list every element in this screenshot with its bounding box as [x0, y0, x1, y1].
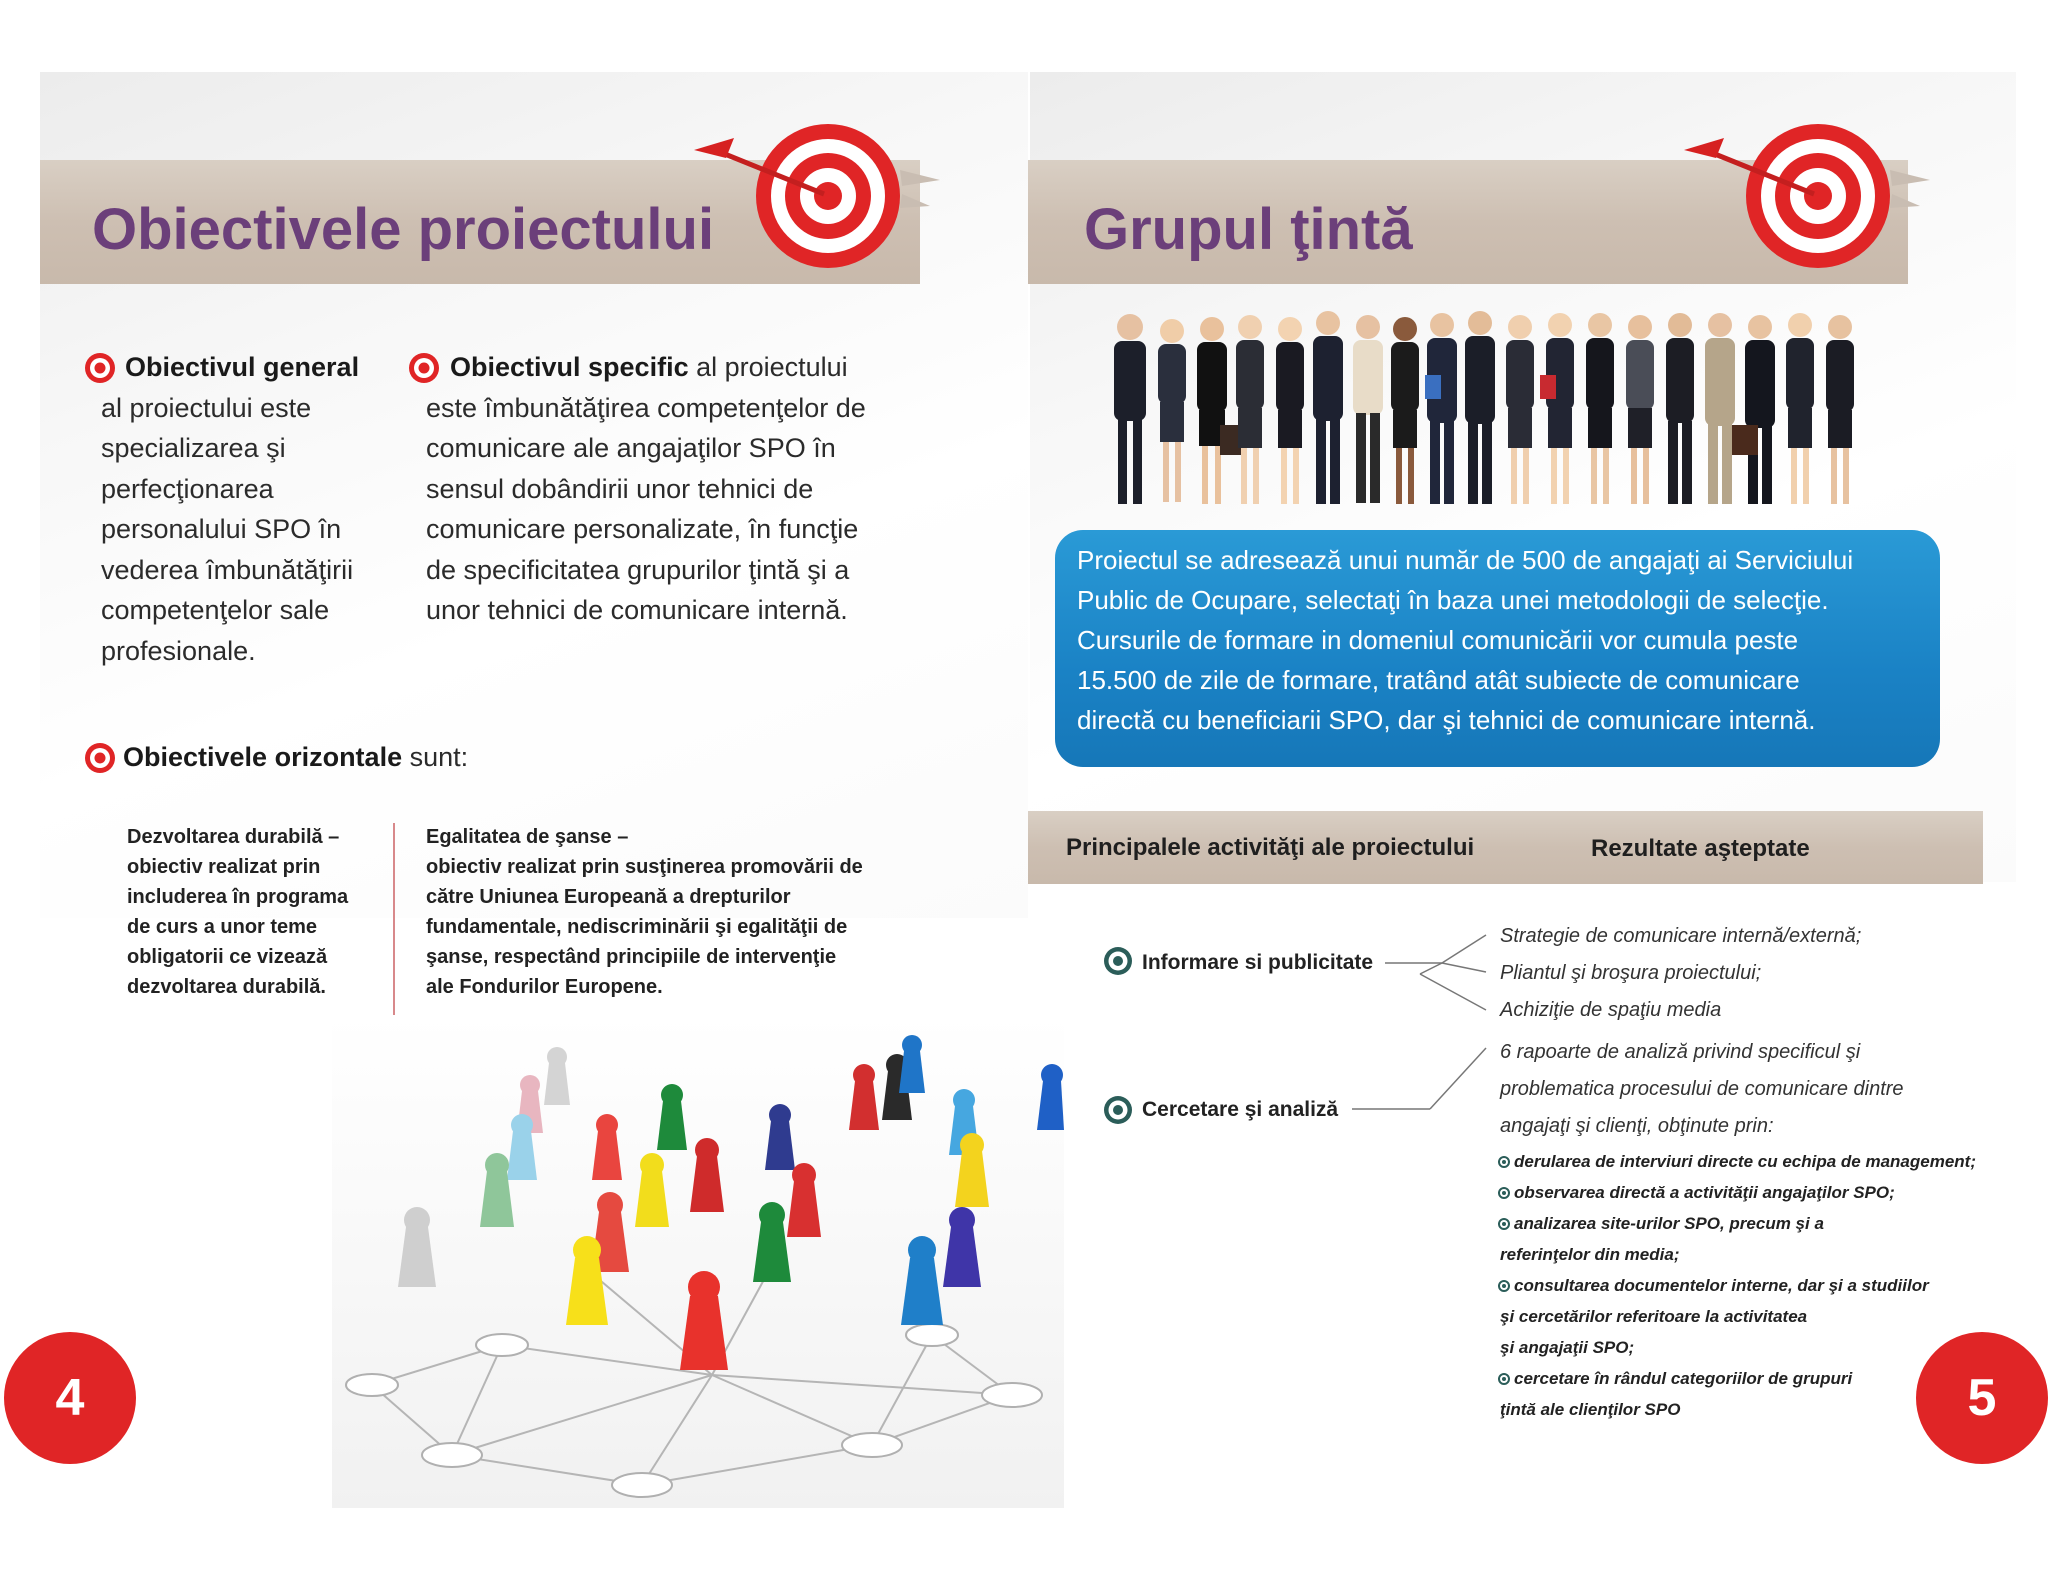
text-line: includerea în programa [127, 886, 349, 908]
network-pawns-image [332, 1015, 1064, 1508]
text-line: Pliantul şi broşura proiectului; [1500, 962, 1762, 984]
text-line: competenţelor sale [101, 595, 330, 625]
text-line: sensul dobândirii unor tehnici de [426, 473, 814, 504]
text-line: sunt: [402, 742, 469, 772]
text-line: obiectiv realizat prin [127, 856, 321, 878]
sustainable-development-text [127, 822, 397, 1002]
text-line: angajaţi şi clienţi, obţinute prin: [1500, 1115, 1774, 1137]
equal-opportunity-text [426, 822, 926, 1002]
connector-lines [1350, 930, 1490, 1120]
target-group-info-box [1055, 530, 1940, 767]
bullet-icon [1498, 1280, 1510, 1292]
text-line: al proiectului [688, 352, 848, 382]
text-line: de specificitatea grupurilor ţintă şi a [426, 554, 850, 585]
text-line: Achiziţie de spaţiu media [1500, 999, 1722, 1021]
list-item [1498, 1239, 2018, 1270]
objective-specific [426, 347, 926, 631]
list-item [1498, 1146, 2018, 1177]
text-line: specializarea şi [101, 433, 286, 463]
text-line: Proiectul se adresează unui număr de 500 de angajaţi ai Serviciului [1077, 545, 1854, 575]
bullet-icon [1498, 1187, 1510, 1199]
results-cercetare-intro [1500, 1034, 1980, 1145]
text-line: unor tehnici de comunicare internă. [426, 595, 848, 625]
text-line: şi angajaţii SPO; [1500, 1338, 1635, 1357]
horizontal-objectives-label: Obiectivele orizontale [123, 742, 403, 772]
bullet-icon [1498, 1373, 1510, 1385]
text-line: problematica procesului de comunicare dintre [1500, 1078, 1904, 1100]
text-line: al proiectului este [101, 392, 312, 423]
text-line: comunicare personalizate, în funcţie [426, 514, 859, 544]
text-line: şi cercetărilor referitoare la activitatea [1500, 1307, 1808, 1326]
text-line: ţintă ale clienţilor SPO [1500, 1400, 1681, 1419]
business-people-photo [1100, 305, 1886, 517]
text-line: obiectiv realizat prin susţinerea promovării de [426, 856, 863, 878]
text-line: 15.500 de zile de formare, tratând atât subiecte de comunicare [1077, 665, 1800, 695]
activity-informare: Informare si publicitate [1142, 951, 1374, 974]
bullet-icon [1498, 1218, 1510, 1230]
text-line: Strategie de comunicare internă/externă; [1500, 925, 1862, 947]
left-page-title: Obiectivele proiectului [92, 197, 715, 262]
text-line: cercetare în rândul categoriilor de grupuri [1514, 1369, 1853, 1388]
results-header: Rezultate aşteptate [1591, 835, 1810, 862]
objective-general-label: Obiectivul general [125, 352, 360, 382]
text-line: profesionale. [101, 635, 256, 666]
activity-bullet-icon [1103, 1095, 1133, 1125]
text-line: 6 rapoarte de analiză privind specificul şi [1500, 1041, 1861, 1063]
text-line: referinţelor din media; [1500, 1245, 1680, 1264]
text-line: observarea directă a activităţii angajaţilor SPO; [1514, 1183, 1895, 1202]
text-line: personalului SPO în [101, 514, 342, 544]
activity-cercetare: Cercetare şi analiză [1142, 1098, 1339, 1121]
text-line: perfecţionarea [101, 473, 274, 504]
text-line: obligatorii ce vizează [127, 946, 328, 968]
target-icon [690, 108, 940, 288]
objective-specific-label: Obiectivul specific [450, 352, 689, 382]
target-icon [1680, 108, 1930, 288]
text-line: Public de Ocupare, selectaţi în baza unei metodologii de selecţie. [1077, 585, 1829, 615]
objective-general [101, 347, 401, 671]
list-item [1498, 1301, 2018, 1332]
list-item [1498, 1270, 2018, 1301]
text-line: este îmbunătăţirea competenţelor de [426, 392, 866, 423]
text-line: analizarea site-urilor SPO, precum şi a [1514, 1214, 1824, 1233]
text-line: fundamentale, nediscriminării şi egalităţii de [426, 916, 848, 938]
list-item [1498, 1208, 2018, 1239]
text-line: Dezvoltarea durabilă – [127, 826, 340, 848]
page-number-badge: 4 [4, 1332, 136, 1464]
horizontal-objectives-heading [123, 737, 468, 778]
results-informare [1500, 918, 1980, 1029]
bullet-icon [1498, 1156, 1510, 1168]
text-line: către Uniunea Europeană a drepturilor [426, 886, 791, 908]
text-line: derularea de interviuri directe cu echipa de management; [1514, 1152, 1976, 1171]
text-line: consultarea documentelor interne, dar şi a studiilor [1514, 1276, 1929, 1295]
page-number-badge: 5 [1916, 1332, 2048, 1464]
right-page-title: Grupul ţintă [1084, 197, 1413, 262]
list-item [1498, 1177, 2018, 1208]
bullet-target-icon [84, 742, 116, 774]
text-line: de curs a unor teme [127, 916, 318, 938]
text-line: vederea îmbunătăţirii [101, 554, 354, 585]
text-line: directă cu beneficiarii SPO, dar şi tehnici de comunicare internă. [1077, 705, 1816, 735]
activity-bullet-icon [1103, 946, 1133, 976]
text-line: Cursurile de formare in domeniul comunicării vor cumula peste [1077, 625, 1799, 655]
activities-header: Principalele activităţi ale proiectului [1066, 834, 1475, 861]
person-figure [1114, 314, 1146, 504]
text-line: Egalitatea de şanse – [426, 826, 629, 848]
text-line: dezvoltarea durabilă. [127, 976, 326, 998]
text-line: comunicare ale angajaţilor SPO în [426, 433, 836, 463]
text-line: şanse, respectând principiile de intervenţie [426, 946, 837, 968]
text-line: ale Fondurilor Europene. [426, 976, 663, 998]
